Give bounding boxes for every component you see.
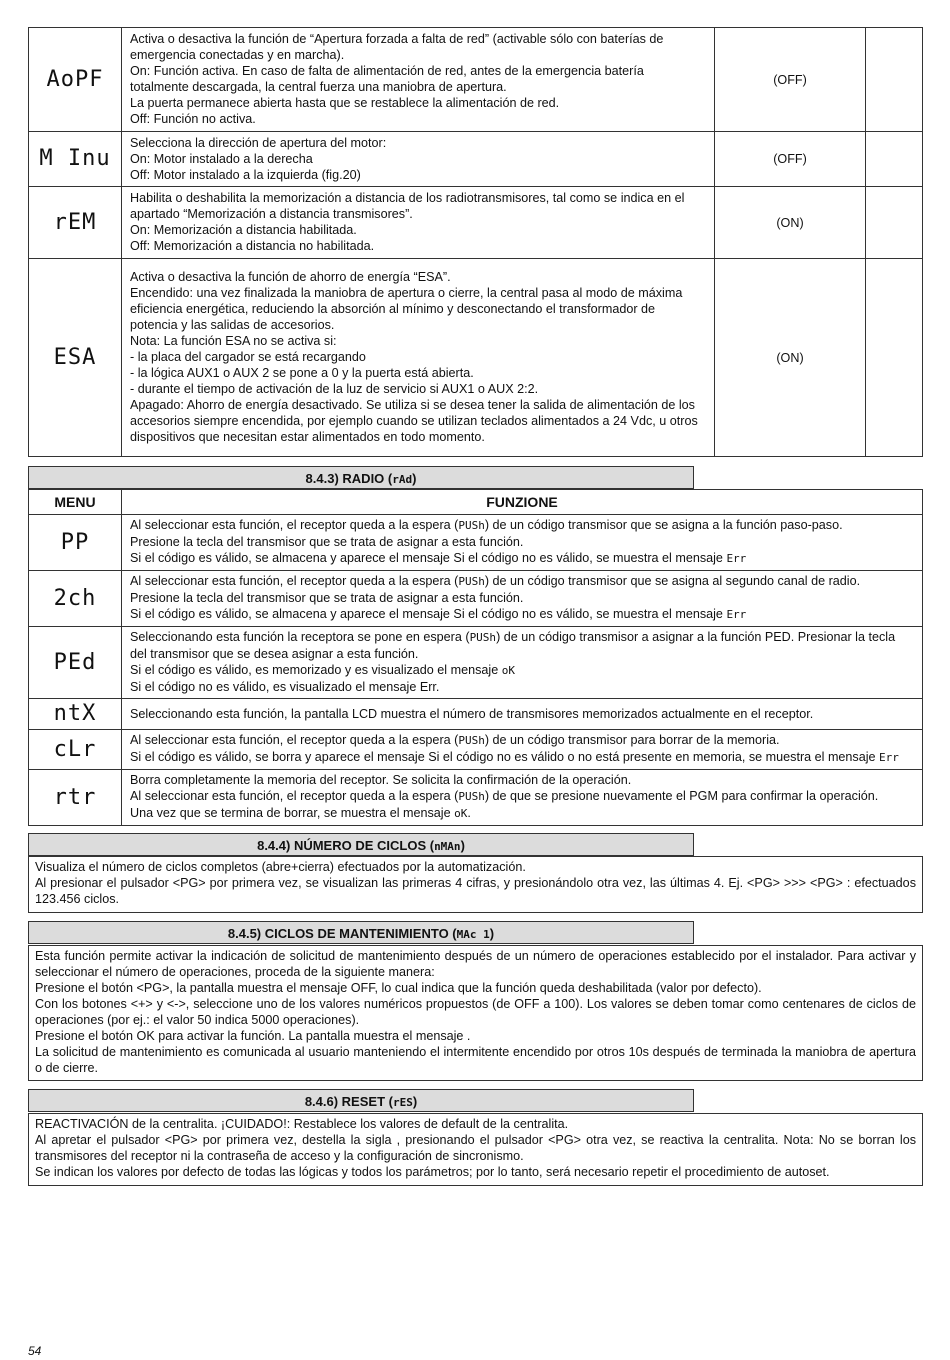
section-title-code: MAc 1 [456, 928, 490, 941]
default-value: (OFF) [715, 132, 866, 187]
page-number: 54 [28, 1344, 42, 1358]
function-description: Selecciona la dirección de apertura del motor: On: Motor instalado a la derecha Off: Motor instalado a la izquierda (fig.20) [122, 132, 715, 187]
default-value: (OFF) [715, 28, 866, 132]
radio-row [29, 699, 923, 730]
extra-cell [866, 259, 923, 457]
menu-code: AoPF [29, 28, 122, 132]
logic-row [29, 28, 923, 132]
function-description: Borra completamente la memoria del receptor. Se solicita la confirmación de la operación. Al seleccionar esta función, el receptor queda a la espera (PUSh) de que se presione nuevamente el PGM para confirmar la operación. Una vez que se termina de borrar, se muestra el mensaje oK. [122, 770, 923, 826]
extra-cell [866, 132, 923, 187]
column-header-menu: MENU [29, 490, 122, 515]
radio-table [28, 489, 923, 826]
default-value: (ON) [715, 187, 866, 259]
function-description: Activa o desactiva la función de “Apertura forzada a falta de red” (activable sólo con baterías de emergencia conectadas y en marcha). On: Función activa. En caso de falta de alimentación de red, antes de la emergencia batería totalmente descargada, la central fuerza una maniobra de apertura. La puerta permanece abierta hasta que se restablece la alimentación de red. Off: Función no activa. [122, 28, 715, 132]
menu-code: rEM [29, 187, 122, 259]
function-description: Habilita o deshabilita la memorización a distancia de los radiotransmisores, tal como se indica en el apartado “Memorización a distancia transmisores”. On: Memorización a distancia habilitada. Off: Memorización a distancia no habilitada. [122, 187, 715, 259]
column-header-function: FUNZIONE [122, 490, 923, 515]
function-description: Seleccionando esta función la receptora se pone en espera (PUSh) de un código transmisor a asignar a la función PED. Presionar la tecla del transmisor que se desea asignar a esta función. Si el código es válido, es memorizado y es visualizado el mensaje oK Si el código no es válido, es visualizado el mensaje Err. [122, 627, 923, 699]
radio-row [29, 515, 923, 571]
section-title-text: 8.4.6) RESET ( [304, 1094, 393, 1109]
section-title-text: 8.4.4) NÚMERO DE CICLOS ( [257, 838, 435, 853]
default-value: (ON) [715, 259, 866, 457]
radio-header-row [29, 490, 923, 515]
section-title-maintenance [28, 921, 694, 944]
menu-code: ESA [29, 259, 122, 457]
section-title-text: 8.4.3) RADIO ( [305, 471, 393, 486]
menu-code: ntX [29, 699, 122, 730]
logic-row [29, 187, 923, 259]
radio-row [29, 770, 923, 826]
function-description: Al seleccionar esta función, el receptor queda a la espera (PUSh) de un código transmisor que se asigna a la función paso-paso. Presione la tecla del transmisor que se trata de asignar a esta función. Si el código es válido, se almacena y aparece el mensaje Si el código no es válido, se muestra el mensaje Err [122, 515, 923, 571]
section-title-radio [28, 466, 694, 489]
menu-code: PEd [29, 627, 122, 699]
reset-description: REACTIVACIÓN de la centralita. ¡CUIDADO!: Restablece los valores de default de la centralita. Al apretar el pulsador <PG> por primera vez, destella la sigla , presionando el pulsador <PG> otra vez, se reactiva la centralita. Nota: No se borran los transmisores del receptor ni la contraseña de acceso y la configuración de sincronismo. Se indican los valores por defecto de todas las lógicas y todos los parámetros; por lo tanto, será necesario repetir el procedimiento de autoset. [28, 1113, 923, 1186]
radio-row [29, 627, 923, 699]
radio-row [29, 571, 923, 627]
maintenance-description: Esta función permite activar la indicación de solicitud de mantenimiento después de un número de operaciones establecido por el instalador. Para activar y seleccionar el número de operaciones, proceda de la siguiente manera: Presione el botón <PG>, la pantalla muestra el mensaje OFF, lo cual indica que la función queda deshabilitada (valor por defecto). Con los botones <+> y <->, seleccione uno de los valores numéricos propuestos (de OFF a 100). Los valores se deben tomar como centenares de ciclos de operaciones (por ej.: el valor 50 indica 5000 operaciones). Presione el botón OK para activar la función. La pantalla muestra el mensaje . La solicitud de mantenimiento es comunicada al usuario manteniendo el intermitente encendido por otros 10s después de terminada la maniobra de apertura o de cierre. [28, 945, 923, 1081]
section-title-code: rAd [392, 473, 413, 486]
extra-cell [866, 28, 923, 132]
radio-row [29, 730, 923, 770]
menu-code: rtr [29, 770, 122, 826]
menu-code: 2ch [29, 571, 122, 627]
menu-code: M Inu [29, 132, 122, 187]
section-title-close: ) [412, 1094, 418, 1109]
function-description: Activa o desactiva la función de ahorro de energía “ESA”. Encendido: una vez finalizada la maniobra de apertura o cierre, la central pasa al modo de máxima eficiencia energética, reduciendo la absorción al mínimo y desconectando el transformador de potencia y las salidas de accesorios. Nota: La función ESA no se activa si: - la placa del cargador se está recargando - la lógica AUX1 o AUX 2 se pone a 0 y la puerta está abierta. - durante el tiempo de activación de la luz de servicio si AUX1 o AUX 2:2. Apagado: Ahorro de energía desactivado. Se utiliza si se desea tener la salida de alimentación de los accesorios siempre encendida, por ejemplo cuando se utilizan teclados alimentados a 24 Vdc, u otros dispositivos que necesitan estar alimentados en todo momento. [122, 259, 715, 457]
extra-cell [866, 187, 923, 259]
section-title-close: ) [460, 838, 465, 853]
logic-table [28, 27, 923, 457]
cycles-description: Visualiza el número de ciclos completos (abre+cierra) efectuados por la automatización. Al presionar el pulsador <PG> por primera vez, se visualizan las primeras 4 cifras, y presionándolo otra vez, las últimas 4. Ej. <PG> >>> <PG> : efectuados 123.456 ciclos. [28, 856, 923, 913]
section-title-cycles [28, 833, 694, 856]
function-description: Al seleccionar esta función, el receptor queda a la espera (PUSh) de un código transmisor que se asigna al segundo canal de radio. Presione la tecla del transmisor que se trata de asignar a esta función. Si el código es válido, se almacena y aparece el mensaje Si el código no es válido, se muestra el mensaje Err [122, 571, 923, 627]
section-title-close: ) [489, 926, 495, 941]
section-title-reset [28, 1089, 694, 1112]
function-description: Al seleccionar esta función, el receptor queda a la espera (PUSh) de un código transmisor para borrar de la memoria. Si el código es válido, se borra y aparece el mensaje Si el código no es válido o no está presente en memoria, se muestra el mensaje Err [122, 730, 923, 770]
section-title-close: ) [412, 471, 417, 486]
menu-code: PP [29, 515, 122, 571]
logic-row [29, 132, 923, 187]
logic-row [29, 259, 923, 457]
section-title-text: 8.4.5) CICLOS DE MANTENIMIENTO ( [227, 926, 457, 941]
function-description: Seleccionando esta función, la pantalla LCD muestra el número de transmisores memorizados actualmente en el receptor. [122, 699, 923, 730]
section-title-code: rES [392, 1096, 413, 1109]
section-title-code: nMAn [434, 840, 461, 853]
menu-code: cLr [29, 730, 122, 770]
